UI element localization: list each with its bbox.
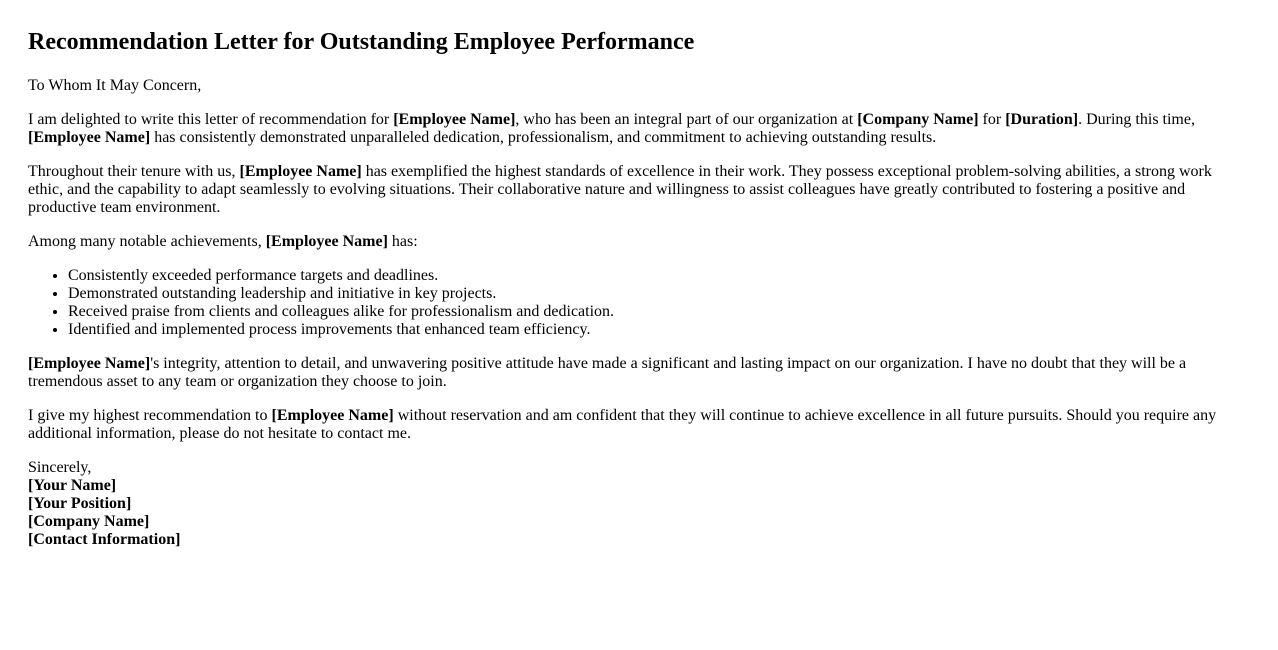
placeholder-duration: [Duration]	[1005, 111, 1079, 128]
placeholder-employee-name: [Employee Name]	[28, 129, 151, 146]
placeholder-employee-name: [Employee Name]	[271, 407, 394, 424]
paragraph-achievements-intro	[28, 233, 1228, 251]
list-item: • Demonstrated outstanding leadership and initiative in key projects.	[68, 285, 1228, 303]
recommendation-letter	[28, 28, 1228, 549]
paragraph-text: I am delighted to write this letter of recommendation for	[28, 111, 394, 128]
paragraph-text: , who has been an integral part of our organization at	[515, 111, 858, 128]
closing-text: Sincerely,	[28, 459, 92, 476]
signature-block	[28, 459, 1228, 549]
signature-company: [Company Name]	[28, 513, 150, 530]
paragraph-text: has consistently demonstrated unparalleled dedication, professionalism, and commitment to achieving outstanding results.	[150, 129, 937, 146]
achievements-list	[28, 267, 1228, 339]
paragraph-text: without reservation and am confident that they will continue to achieve excellence in all future pursuits. Should you require any additional information, please do not hesitate to contact me.	[28, 407, 1217, 442]
signature-name: [Your Name]	[28, 477, 117, 494]
paragraph-text: I give my highest recommendation to	[28, 407, 272, 424]
paragraph-tenure	[28, 163, 1228, 217]
paragraph-text: Throughout their tenure with us,	[28, 163, 240, 180]
list-item: • Identified and implemented process improvements that enhanced team efficiency.	[68, 321, 1228, 339]
placeholder-employee-name: [Employee Name]	[239, 163, 362, 180]
paragraph-integrity	[28, 355, 1228, 391]
placeholder-employee-name: [Employee Name]	[265, 233, 388, 250]
paragraph-text: 's integrity, attention to detail, and unwavering positive attitude have made a significant and lasting impact on our organization. I have no doubt that they will be a tremendous asset to any team or organization they choose to join.	[28, 355, 1187, 390]
paragraph-text: Among many notable achievements,	[28, 233, 266, 250]
paragraph-text: has exemplified the highest standards of excellence in their work. They possess exceptional problem-solving abilities, a strong work ethic, and the capability to adapt seamlessly to evolving situations. Their collaborative nature and willingness to assist colleagues have greatly contributed to fostering a positive and productive team environment.	[28, 163, 1212, 216]
list-item: • Received praise from clients and colleagues alike for professionalism and dedication.	[68, 303, 1228, 321]
paragraph-closing	[28, 407, 1228, 443]
placeholder-employee-name: [Employee Name]	[28, 355, 151, 372]
paragraph-intro	[28, 111, 1228, 147]
placeholder-company-name: [Company Name]	[857, 111, 979, 128]
letter-title: Recommendation Letter for Outstanding Employee Performance	[28, 29, 695, 55]
signature-position: [Your Position]	[28, 495, 132, 512]
paragraph-text: for	[978, 111, 1006, 128]
signature-contact: [Contact Information]	[28, 531, 181, 548]
paragraph-text: . During this time,	[1078, 111, 1195, 128]
placeholder-employee-name: [Employee Name]	[393, 111, 516, 128]
list-item: • Consistently exceeded performance targets and deadlines.	[68, 267, 1228, 285]
salutation: To Whom It May Concern,	[28, 77, 202, 94]
paragraph-text: has:	[387, 233, 418, 250]
